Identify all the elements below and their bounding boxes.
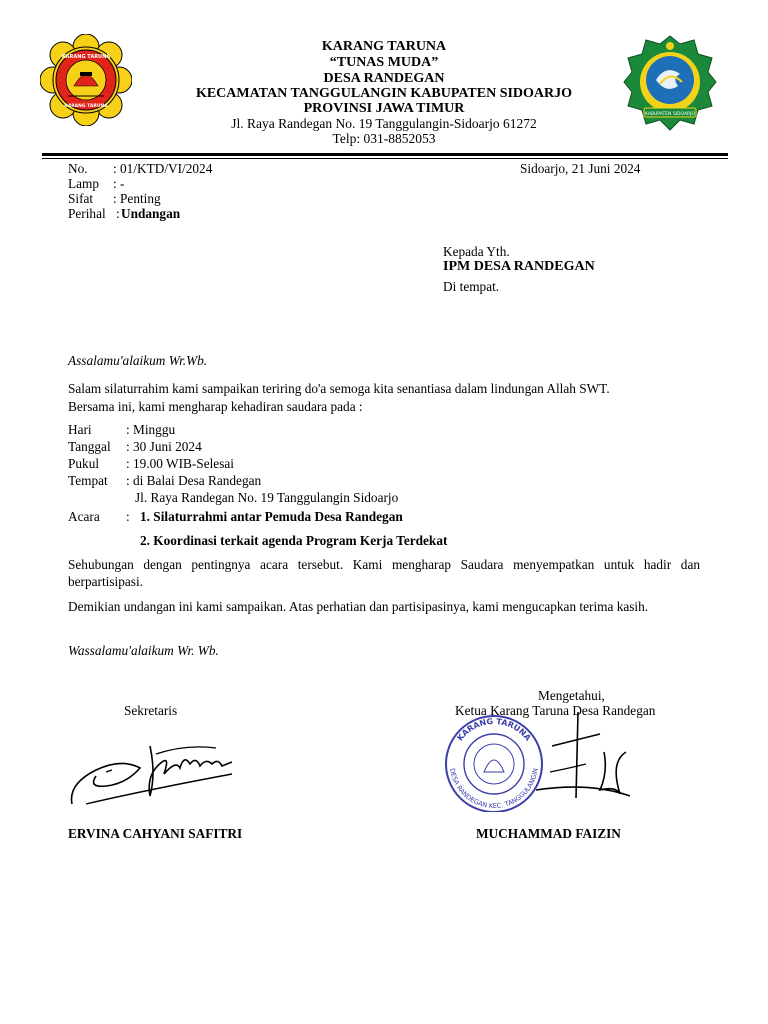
left-signer-name: ERVINA CAHYANI SAFITRI [68, 826, 243, 841]
org-district: KECAMATAN TANGGULANGIN KABUPATEN SIDOARJO [195, 86, 573, 101]
org-village: DESA RANDEGAN [323, 71, 445, 86]
tanggal-value: : 30 Juni 2024 [126, 439, 202, 454]
header-rule-thin [42, 158, 728, 159]
tempat-label: Tempat [68, 473, 108, 488]
stamp-text-bottom: DESA RANDEGAN KEC. TANGGULANGIN [448, 767, 540, 811]
tempat-value-address: Jl. Raya Randegan No. 19 Tanggulangin Sidoarjo [135, 490, 399, 505]
paragraph-1: Sehubungan dengan pentingnya acara tersebut. Kami mengharap Saudara menyempatkan untuk hadir dan berpartisipasi. [68, 557, 700, 589]
official-stamp [440, 712, 640, 817]
header-rule-thick [42, 153, 728, 156]
recipient-name: IPM DESA RANDEGAN [443, 259, 595, 274]
perihal-colon: : [116, 206, 120, 221]
right-signer-title: Ketua Karang Taruna Desa Randegan [455, 703, 656, 718]
sifat-label: Sifat [68, 191, 94, 206]
svg-text:KARANG TARUNA [455, 717, 533, 743]
recipient-kepada: Kepada Yth. [443, 244, 510, 259]
pukul-label: Pukul [68, 456, 100, 471]
logo-left-text-bottom: KARANG TARUNA [64, 104, 108, 109]
intro-line-1: Salam silaturrahim kami sampaikan teriring do'a semoga kita senantiasa dalam lindungan Allah SWT. [68, 381, 610, 396]
hari-label: Hari [68, 422, 92, 437]
mengetahui-label: Mengetahui, [538, 688, 605, 703]
lamp-value: : - [113, 176, 125, 191]
org-unit: “TUNAS MUDA” [329, 55, 439, 70]
hari-value: : Minggu [126, 422, 176, 437]
paragraph-2: Demikian undangan ini kami sampaikan. Atas perhatian dan partisipasinya, kami mengucapkan terima kasih. [68, 599, 649, 614]
tempat-value: : di Balai Desa Randegan [126, 473, 262, 488]
tanggal-label: Tanggal [68, 439, 111, 454]
lamp-label: Lamp [68, 176, 100, 191]
acara-item-1: 1. Silaturrahmi antar Pemuda Desa Randegan [140, 509, 403, 524]
perihal-value: Undangan [121, 206, 181, 221]
pukul-value: : 19.00 WIB-Selesai [126, 456, 234, 471]
sifat-value: : Penting [113, 191, 161, 206]
acara-colon: : [126, 509, 130, 524]
org-address: Jl. Raya Randegan No. 19 Tanggulangin-Sidoarjo 61272 [231, 116, 537, 131]
no-label: No. [68, 161, 88, 176]
acara-item-2: 2. Koordinasi terkait agenda Program Kerja Terdekat [140, 533, 448, 548]
intro-line-2: Bersama ini, kami mengharap kehadiran saudara pada : [68, 399, 363, 414]
no-value: : 01/KTD/VI/2024 [113, 161, 213, 176]
place-date: Sidoarjo, 21 Juni 2024 [520, 161, 641, 176]
perihal-label: Perihal [68, 206, 106, 221]
left-signature [66, 734, 246, 819]
left-signer-title: Sekretaris [124, 703, 178, 718]
recipient-place: Di tempat. [443, 279, 500, 294]
logo-left-text-top: KARANG TARUNA [61, 54, 111, 60]
stamp-text-top: KARANG TARUNA [455, 716, 533, 743]
acara-label: Acara [68, 509, 100, 524]
closing-greeting: Wassalamu'alaikum Wr. Wb. [68, 643, 219, 658]
org-name: KARANG TARUNA [321, 39, 447, 54]
svg-text:DESA RANDEGAN KEC. TANGGULANGI [448, 768, 540, 811]
greeting: Assalamu'alaikum Wr.Wb. [68, 353, 208, 368]
right-signer-name: MUCHAMMAD FAIZIN [476, 826, 621, 841]
org-phone: Telp: 031-8852053 [332, 131, 436, 146]
logo-right-text: KABUPATEN SIDOARJO [644, 112, 696, 117]
org-province: PROVINSI JAWA TIMUR [303, 101, 465, 116]
